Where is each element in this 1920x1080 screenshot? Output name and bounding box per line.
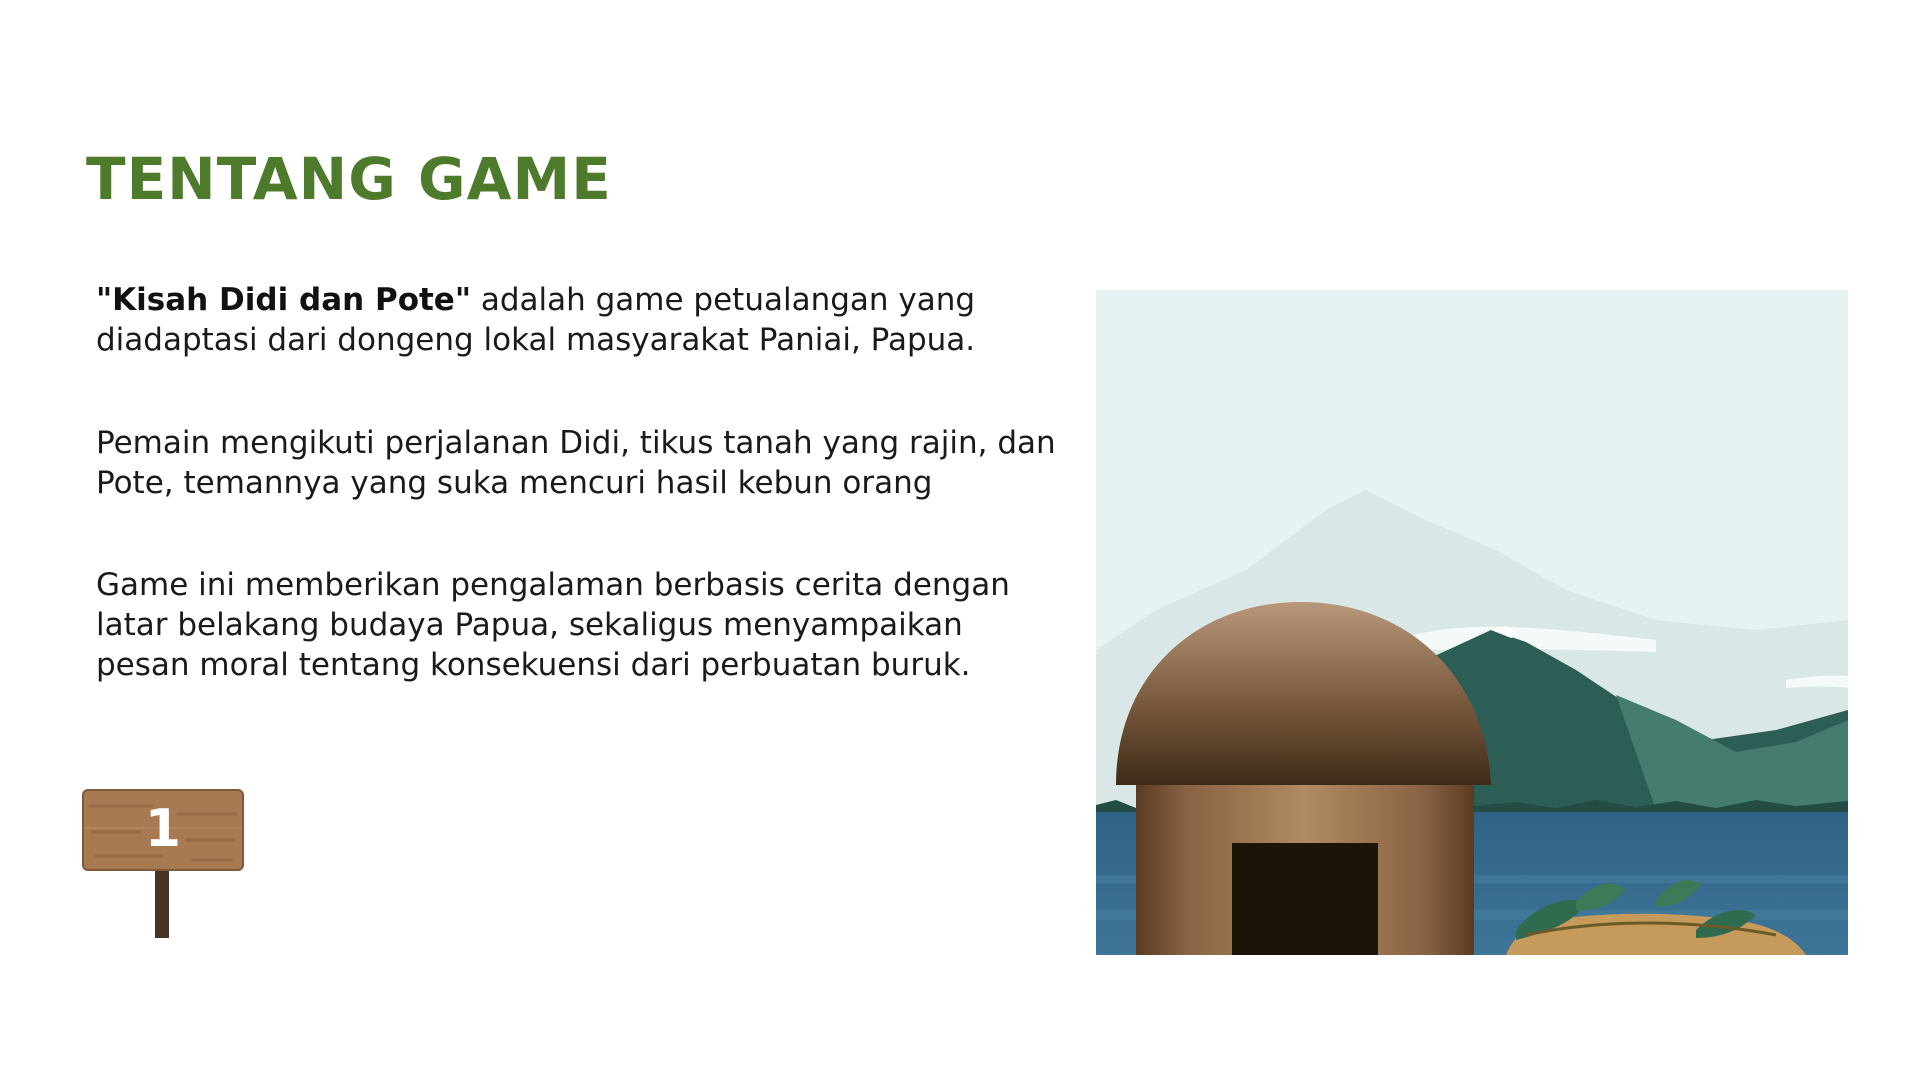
paragraph-intro [96,280,1056,360]
landscape-illustration [1096,290,1848,955]
paragraph-intro-text: adalah game petualangan yang diadaptasi dari dongeng lokal masyarakat Paniai, Papua. [96,282,976,358]
page-title: TENTANG GAME [86,145,612,213]
hut-lake-scene [1096,290,1848,955]
page-number-sign [82,788,244,940]
paragraph-characters: Pemain mengikuti perjalanan Didi, tikus tanah yang rajin, dan Pote, temannya yang suka mencuri hasil kebun orang [96,425,1056,501]
page-number: 1 [144,799,182,859]
paragraph-experience: Game ini memberikan pengalaman berbasis cerita dengan latar belakang budaya Papua, sekaligus menyampaikan pesan moral tentang konsekuensi dari perbuatan buruk. [96,567,1010,683]
game-name: "Kisah Didi dan Pote" [96,282,471,318]
